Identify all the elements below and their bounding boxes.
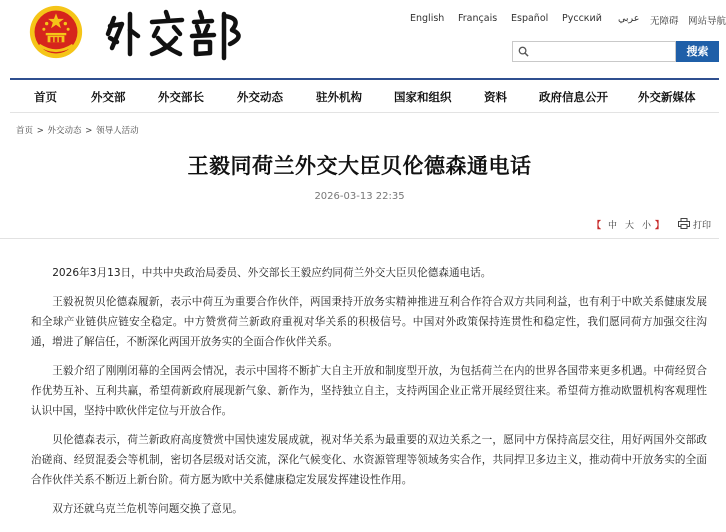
nav-government-information[interactable]: 政府信息公开	[539, 90, 608, 104]
article-date: 2026-03-13 22:35	[314, 191, 405, 202]
nav-ministry[interactable]: 外交部	[91, 90, 126, 104]
nav-home[interactable]: 首页	[34, 90, 57, 104]
nav-resources[interactable]: 资料	[484, 90, 507, 104]
article-paragraph: 王毅祝贺贝伦德森履新，表示中荷互为重要合作伙伴，两国秉持开放务实精神推进互利合作符合双方共同利益，也有利于中欧关系健康发展和全球产业链供应链安全稳定。中方赞赏荷兰新政府重视对华关系的积极信号。中国对外政策保持连贯性和稳定性，我们愿同荷方加强交往沟通，增进了解信任，不断深化两国开放务实的全面合作伙伴关系。	[31, 296, 707, 348]
lang-russian-link[interactable]: Русский	[562, 13, 602, 24]
nav-countries-organizations[interactable]: 国家和组织	[394, 90, 452, 104]
site-map-link[interactable]: 网站导航	[688, 16, 726, 27]
accessibility-link[interactable]: 无障碍	[650, 16, 679, 27]
article-paragraph: 贝伦德森表示，荷兰新政府高度赞赏中国快速发展成就，视对华关系为最重要的双边关系之一，愿同中方保持高层交往，用好两国外交部政治磋商、经贸混委会等机制，密切各层级对话交流，深化气候变化、水资源管理等领域务实合作，共同捍卫多边主义，推动荷中开放务实的全面合作伙伴关系不断迈上新台阶。荷方愿为欧中关系健康稳定发展发挥建设性作用。	[31, 434, 707, 486]
font-size-bracket-open: 【	[592, 221, 602, 231]
breadcrumb-diplomatic-news-link[interactable]: 外交动态	[47, 126, 82, 136]
lang-arabic-link[interactable]: عربي	[618, 13, 640, 24]
nav-minister[interactable]: 外交部长	[158, 90, 204, 104]
nav-missions-overseas[interactable]: 驻外机构	[316, 90, 362, 104]
nav-diplomatic-news[interactable]: 外交动态	[237, 90, 283, 104]
font-size-small-button[interactable]: 小	[642, 221, 652, 231]
lang-spanish-link[interactable]: Español	[511, 13, 549, 24]
breadcrumb-separator: >	[82, 126, 96, 136]
main-navigation	[10, 78, 719, 113]
search-button[interactable]: 搜索	[676, 41, 719, 62]
article-paragraph: 双方还就乌克兰危机等问题交换了意见。	[52, 503, 243, 515]
article-title: 王毅同荷兰外交大臣贝伦德森通电话	[187, 154, 532, 178]
print-button[interactable]: 打印	[693, 221, 712, 231]
search-icon	[518, 46, 529, 57]
site-header	[0, 0, 726, 78]
article-tools	[0, 218, 719, 232]
article-paragraph: 王毅介绍了刚刚闭幕的全国两会情况，表示中国将不断扩大自主开放和制度型开放，为包括荷兰在内的世界各国带来更多机遇。中荷经贸合作优势互补、互利共赢，希望荷新政府展现新气象、新作为，坚持独立自主，支持两国企业正常开展经贸往来。希望荷方推动欧盟机构客观理性认识中国，坚持中欧伙伴定位与开放合作。	[31, 365, 707, 417]
divider	[0, 238, 719, 239]
breadcrumb-leaders-activities-link[interactable]: 领导人活动	[96, 126, 139, 136]
breadcrumb-home-link[interactable]: 首页	[16, 126, 34, 136]
font-size-bracket-close: 】	[655, 221, 665, 231]
font-size-large-button[interactable]: 大	[625, 221, 635, 231]
language-bar	[0, 13, 726, 29]
print-icon[interactable]	[678, 218, 690, 229]
lang-french-link[interactable]: Français	[458, 13, 498, 24]
lang-english-link[interactable]: English	[410, 13, 445, 24]
nav-new-media[interactable]: 外交新媒体	[638, 90, 696, 104]
search-input[interactable]	[512, 41, 676, 62]
font-size-medium-button[interactable]: 中	[608, 221, 618, 231]
breadcrumb-separator: >	[34, 126, 47, 136]
article-paragraph: 2026年3月13日，中共中央政治局委员、外交部长王毅应约同荷兰外交大臣贝伦德森通电话。	[52, 267, 492, 279]
article-body	[31, 263, 707, 528]
breadcrumb	[16, 124, 140, 136]
